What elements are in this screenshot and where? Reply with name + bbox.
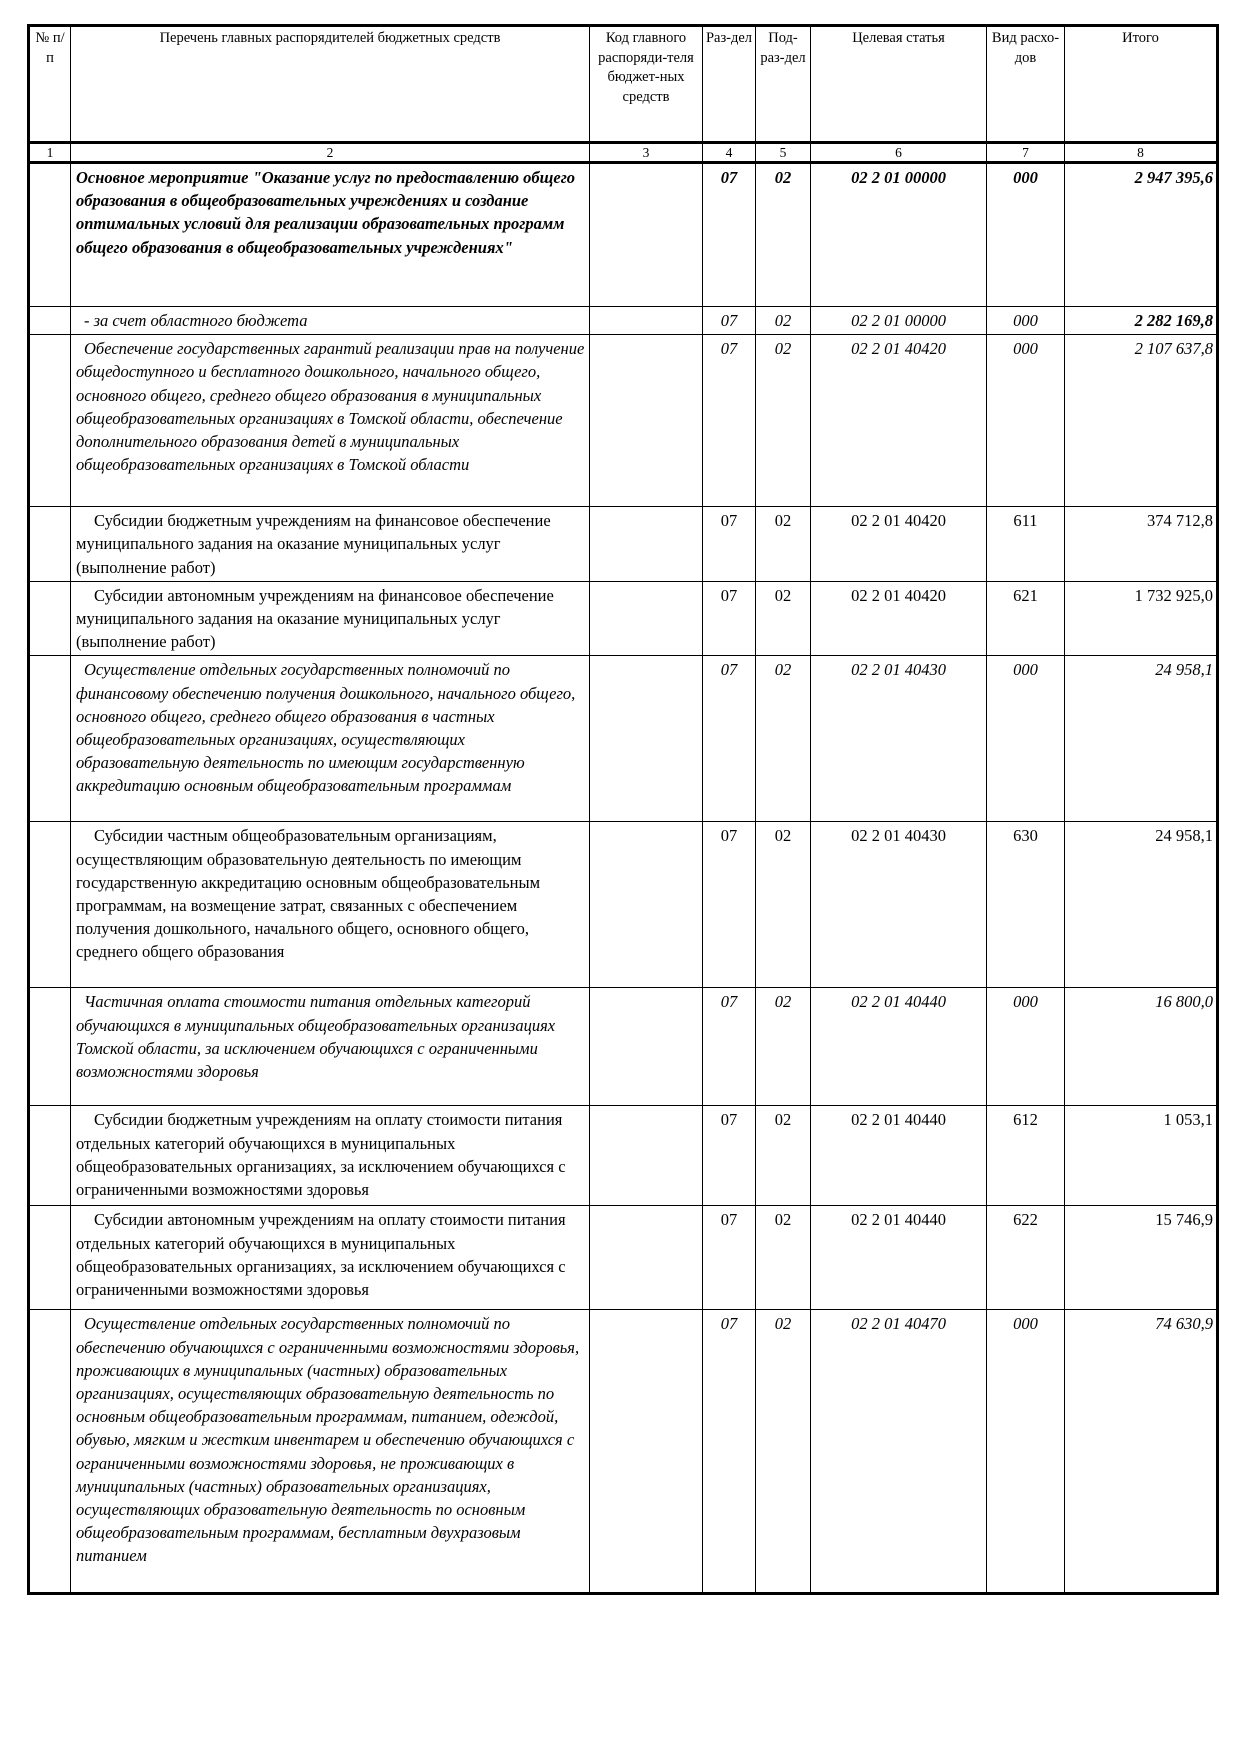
row-razdel: 07 — [703, 656, 756, 822]
row-podrazdel: 02 — [756, 307, 811, 335]
row-podrazdel: 02 — [756, 1206, 811, 1310]
row-statya: 02 2 01 40440 — [811, 1206, 987, 1310]
table-row — [29, 163, 1218, 307]
table-row — [29, 335, 1218, 507]
row-code — [590, 988, 703, 1106]
row-podrazdel: 02 — [756, 988, 811, 1106]
column-number: 1 — [29, 143, 71, 163]
table-row — [29, 988, 1218, 1106]
row-vid: 630 — [987, 822, 1065, 988]
table-row — [29, 656, 1218, 822]
row-num — [29, 1310, 71, 1594]
column-number: 3 — [590, 143, 703, 163]
row-num — [29, 507, 71, 582]
table-row — [29, 1310, 1218, 1594]
row-num — [29, 581, 71, 656]
row-statya: 02 2 01 40470 — [811, 1310, 987, 1594]
table-row — [29, 581, 1218, 656]
row-code — [590, 335, 703, 507]
row-name: Субсидии бюджетным учреждениям на оплату стоимости питания отдельных категорий обучающихся в муниципальных общеобразовательных организациях, за исключением обучающихся с ограниченными возможностями здоровья — [71, 1106, 590, 1206]
row-total: 2 947 395,6 — [1065, 163, 1218, 307]
row-razdel: 07 — [703, 988, 756, 1106]
row-razdel: 07 — [703, 1310, 756, 1594]
row-vid: 000 — [987, 335, 1065, 507]
header-vid: Вид расхо-дов — [987, 26, 1065, 143]
row-total: 1 732 925,0 — [1065, 581, 1218, 656]
row-razdel: 07 — [703, 1106, 756, 1206]
row-razdel: 07 — [703, 507, 756, 582]
table-row — [29, 1106, 1218, 1206]
row-statya: 02 2 01 40440 — [811, 1106, 987, 1206]
row-num — [29, 1206, 71, 1310]
row-name: Обеспечение государственных гарантий реализации прав на получение общедоступного и бесплатного дошкольного, начального общего, основного общего, среднего общего образования в муниципальных общеобразовательных организациях в Томской области, обеспечение дополнительного образования детей в муниципальных общеобразовательных организациях в Томской области — [71, 335, 590, 507]
table-row — [29, 1206, 1218, 1310]
row-podrazdel: 02 — [756, 581, 811, 656]
row-razdel: 07 — [703, 163, 756, 307]
row-podrazdel: 02 — [756, 335, 811, 507]
header-total: Итого — [1065, 26, 1218, 143]
row-statya: 02 2 01 40420 — [811, 335, 987, 507]
table-row — [29, 307, 1218, 335]
row-vid: 622 — [987, 1206, 1065, 1310]
column-number: 6 — [811, 143, 987, 163]
row-vid: 000 — [987, 307, 1065, 335]
row-code — [590, 581, 703, 656]
row-podrazdel: 02 — [756, 163, 811, 307]
row-name: - за счет областного бюджета — [71, 307, 590, 335]
column-number: 8 — [1065, 143, 1218, 163]
row-num — [29, 307, 71, 335]
row-name: Субсидии частным общеобразовательным организациям, осуществляющим образовательную деятельность по имеющим государственную аккредитацию основным общеобразовательным программам, на возмещение затрат, связанных с обеспечением получения дошкольного, начального общего, основного общего, среднего общего образования — [71, 822, 590, 988]
row-name: Осуществление отдельных государственных полномочий по обеспечению обучающихся с ограниченными возможностями здоровья, проживающих в муниципальных (частных) образовательных организациях, осуществляющих образовательную деятельность по основным общеобразовательным программам, питанием, одеждой, обувью, мягким и жестким инвентарем и обеспечению обучающихся с ограниченными возможностями здоровья, не проживающих в муниципальных (частных) образовательных организациях, осуществляющих образовательную деятельность по основным общеобразовательным программам, бесплатным двухразовым питанием — [71, 1310, 590, 1594]
header-code: Код главного распоряди-теля бюджет-ных средств — [590, 26, 703, 143]
row-name: Основное мероприятие "Оказание услуг по предоставлению общего образования в общеобразовательных учреждениях и создание оптимальных условий для реализации образовательных программ общего образования в общеобразовательных учреждениях" — [71, 163, 590, 307]
table-row — [29, 822, 1218, 988]
row-statya: 02 2 01 40430 — [811, 822, 987, 988]
row-razdel: 07 — [703, 581, 756, 656]
row-code — [590, 1106, 703, 1206]
table-row — [29, 507, 1218, 582]
row-statya: 02 2 01 40430 — [811, 656, 987, 822]
row-podrazdel: 02 — [756, 507, 811, 582]
row-name: Субсидии бюджетным учреждениям на финансовое обеспечение муниципального задания на оказание муниципальных услуг (выполнение работ) — [71, 507, 590, 582]
row-num — [29, 163, 71, 307]
row-statya: 02 2 01 00000 — [811, 307, 987, 335]
row-statya: 02 2 01 40420 — [811, 507, 987, 582]
row-razdel: 07 — [703, 822, 756, 988]
row-vid: 000 — [987, 988, 1065, 1106]
row-total: 15 746,9 — [1065, 1206, 1218, 1310]
row-code — [590, 307, 703, 335]
header-num: № п/п — [29, 26, 71, 143]
header-razdel: Раз-дел — [703, 26, 756, 143]
column-number: 2 — [71, 143, 590, 163]
row-total: 2 107 637,8 — [1065, 335, 1218, 507]
row-vid: 000 — [987, 1310, 1065, 1594]
row-vid: 621 — [987, 581, 1065, 656]
row-razdel: 07 — [703, 307, 756, 335]
row-code — [590, 1310, 703, 1594]
row-statya: 02 2 01 40440 — [811, 988, 987, 1106]
column-numbers-row — [29, 143, 1218, 163]
row-podrazdel: 02 — [756, 1310, 811, 1594]
row-num — [29, 822, 71, 988]
row-num — [29, 1106, 71, 1206]
row-num — [29, 335, 71, 507]
row-code — [590, 507, 703, 582]
budget-table — [27, 24, 1219, 1595]
row-num — [29, 988, 71, 1106]
row-total: 24 958,1 — [1065, 822, 1218, 988]
row-vid: 611 — [987, 507, 1065, 582]
row-total: 1 053,1 — [1065, 1106, 1218, 1206]
header-name: Перечень главных распорядителей бюджетных средств — [71, 26, 590, 143]
row-podrazdel: 02 — [756, 1106, 811, 1206]
row-name: Субсидии автономным учреждениям на оплату стоимости питания отдельных категорий обучающихся в муниципальных общеобразовательных организациях, за исключением обучающихся с ограниченными возможностями здоровья — [71, 1206, 590, 1310]
header-statya: Целевая статья — [811, 26, 987, 143]
row-statya: 02 2 01 00000 — [811, 163, 987, 307]
column-number: 4 — [703, 143, 756, 163]
row-razdel: 07 — [703, 1206, 756, 1310]
row-razdel: 07 — [703, 335, 756, 507]
row-code — [590, 163, 703, 307]
row-name: Частичная оплата стоимости питания отдельных категорий обучающихся в муниципальных общеобразовательных организациях Томской области, за исключением обучающихся с ограниченными возможностями здоровья — [71, 988, 590, 1106]
row-podrazdel: 02 — [756, 656, 811, 822]
row-name: Осуществление отдельных государственных полномочий по финансовому обеспечению получения дошкольного, начального общего, основного общего, среднего общего образования в частных общеобразовательных организациях, осуществляющих образовательную деятельность по имеющим государственную аккредитацию основным общеобразовательным программам — [71, 656, 590, 822]
row-vid: 000 — [987, 163, 1065, 307]
row-vid: 000 — [987, 656, 1065, 822]
row-name: Субсидии автономным учреждениям на финансовое обеспечение муниципального задания на оказание муниципальных услуг (выполнение работ) — [71, 581, 590, 656]
row-vid: 612 — [987, 1106, 1065, 1206]
row-statya: 02 2 01 40420 — [811, 581, 987, 656]
row-code — [590, 822, 703, 988]
column-number: 7 — [987, 143, 1065, 163]
row-total: 24 958,1 — [1065, 656, 1218, 822]
row-total: 16 800,0 — [1065, 988, 1218, 1106]
row-num — [29, 656, 71, 822]
row-total: 2 282 169,8 — [1065, 307, 1218, 335]
header-podrazdel: Под-раз-дел — [756, 26, 811, 143]
row-code — [590, 656, 703, 822]
row-podrazdel: 02 — [756, 822, 811, 988]
row-total: 74 630,9 — [1065, 1310, 1218, 1594]
row-code — [590, 1206, 703, 1310]
row-total: 374 712,8 — [1065, 507, 1218, 582]
table-header-row — [29, 26, 1218, 143]
column-number: 5 — [756, 143, 811, 163]
